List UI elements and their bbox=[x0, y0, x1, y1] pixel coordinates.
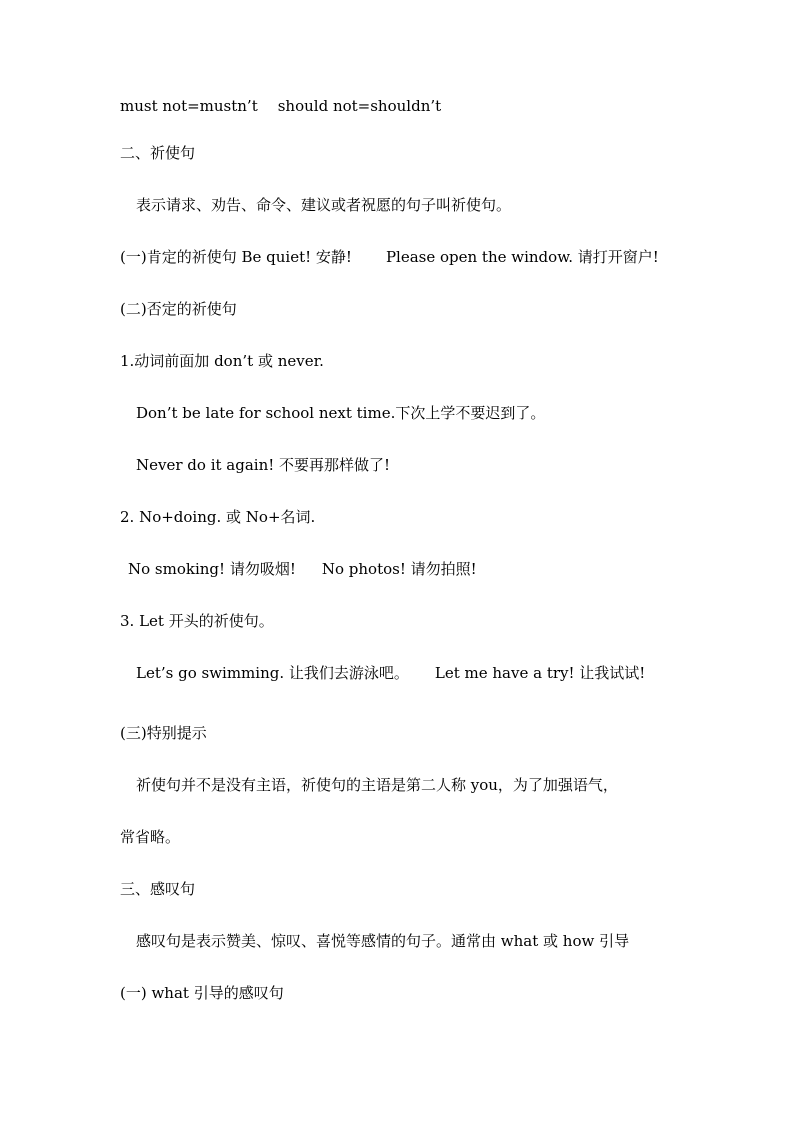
example-no-photos: No photos! 请勿拍照! bbox=[321, 560, 477, 578]
imperative-definition: 表示请求、劝告、命令、建议或者祝愿的句子叫祈使句。 bbox=[136, 196, 512, 214]
affirmative-imperative-line bbox=[120, 246, 734, 268]
rule-dont-never: 1.动词前面加 don’t 或 never. bbox=[120, 352, 324, 370]
example-let-me-try: Let me have a try! 让我试试! bbox=[434, 664, 646, 682]
example-dont-be-late: Don’t be late for school next time.下次上学不要迟到了。 bbox=[136, 404, 546, 422]
example-lets-go-swimming: Let’s go swimming. 让我们去游泳吧。 bbox=[136, 664, 409, 682]
example-never-do-it: Never do it again! 不要再那样做了! bbox=[136, 456, 391, 474]
special-notes-text-2: 常省略。 bbox=[120, 828, 181, 846]
shouldnt-contraction: should not=shouldn’t bbox=[277, 97, 442, 115]
no-signs-line bbox=[128, 558, 734, 580]
example-no-smoking: No smoking! 请勿吸烟! bbox=[128, 560, 296, 578]
what-exclamatory-heading: (一) what 引导的感叹句 bbox=[120, 984, 284, 1002]
special-notes-text-1: 祈使句并不是没有主语，祈使句的主语是第二人称 you，为了加强语气， bbox=[136, 776, 618, 794]
mustnt-contraction: must not=mustn’t bbox=[120, 97, 258, 115]
let-examples-line bbox=[136, 662, 734, 684]
modal-negation-line bbox=[120, 95, 734, 117]
rule-no-doing: 2. No+doing. 或 No+名词. bbox=[120, 508, 316, 526]
affirmative-heading-example: (一)肯定的祈使句 Be quiet! 安静! bbox=[120, 248, 352, 266]
section-heading-imperative: 二、祈使句 bbox=[120, 144, 196, 162]
special-notes-heading: (三)特别提示 bbox=[120, 724, 207, 742]
exclamatory-definition: 感叹句是表示赞美、惊叹、喜悦等感情的句子。通常由 what 或 how 引导 bbox=[136, 932, 630, 950]
open-window-example: Please open the window. 请打开窗户! bbox=[385, 248, 659, 266]
section-heading-exclamatory: 三、感叹句 bbox=[120, 880, 196, 898]
rule-let-imperative: 3. Let 开头的祈使句。 bbox=[120, 612, 274, 630]
negative-imperative-heading: (二)否定的祈使句 bbox=[120, 300, 237, 318]
